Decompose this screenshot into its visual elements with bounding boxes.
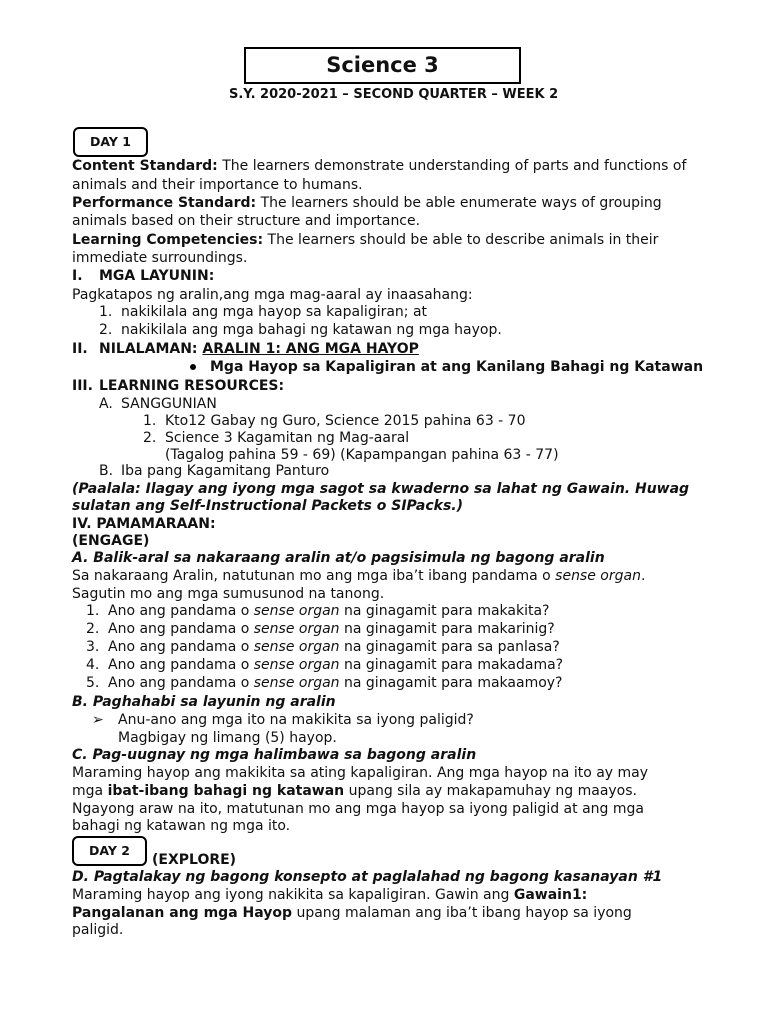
part-c-line-2-start: mga — [72, 783, 108, 799]
note-line-2: sulatan ang Self-Instructional Packets o SIPacks.) — [72, 498, 464, 514]
question-3 — [86, 638, 560, 656]
part-d-line-2-text: upang malaman ang iba’t ibang hayop sa iyong — [292, 905, 632, 921]
question-1 — [86, 602, 549, 620]
part-a-line-1-text: Sa nakaraang Aralin, natutunan mo ang mga iba’t ibang pandama o — [72, 568, 556, 584]
question-3-emphasis: sense organ — [253, 639, 340, 655]
objective-item-1-num: 1. — [99, 304, 113, 320]
reference-1-num: 1. — [143, 413, 157, 429]
question-3-post: na ginagamit para sa panlasa? — [339, 639, 560, 655]
day-2-badge-label: DAY 2 — [89, 843, 130, 858]
resource-b-label: B. — [99, 463, 114, 479]
engage-label: (ENGAGE) — [72, 533, 150, 549]
question-2 — [86, 620, 555, 638]
section-4-heading: IV. PAMAMARAAN: — [72, 516, 216, 532]
part-a-line-1-end: . — [640, 568, 646, 584]
reference-2-text: Science 3 Kagamitan ng Mag-aaral — [165, 430, 410, 446]
explore-label: (EXPLORE) — [152, 852, 237, 868]
reference-2 — [143, 429, 409, 447]
question-4 — [86, 656, 563, 674]
part-d-line-1-text: Maraming hayop ang iyong nakikita sa kapaligiran. Gawin ang — [72, 887, 514, 903]
resource-b — [99, 462, 329, 480]
objective-item-1-text: nakikilala ang mga hayop sa kapaligiran; at — [121, 304, 428, 320]
section-2-numeral: II. — [72, 341, 88, 357]
question-2-post: na ginagamit para makarinig? — [339, 621, 555, 637]
part-c-line-2-end: upang sila ay makapamuhay ng maayos. — [344, 783, 637, 799]
resource-b-text: Iba pang Kagamitang Panturo — [121, 463, 330, 479]
resource-a-label: A. — [99, 396, 113, 412]
question-1-post: na ginagamit para makakita? — [339, 603, 550, 619]
reference-2-num: 2. — [143, 430, 157, 446]
reference-1 — [143, 412, 526, 430]
question-5-num: 5. — [86, 675, 100, 691]
question-5 — [86, 674, 562, 692]
section-3-heading: LEARNING RESOURCES: — [99, 378, 285, 394]
reference-2-pages: (Tagalog pahina 59 - 69) (Kapampangan pahina 63 - 77) — [165, 447, 559, 463]
part-b-item-1 — [92, 711, 474, 729]
part-b-item-2: Magbigay ng limang (5) hayop. — [118, 730, 337, 746]
question-4-pre: Ano ang pandama o — [108, 657, 254, 673]
part-d-heading: D. Pagtalakay ng bagong konsepto at paglalahad ng bagong kasanayan #1 — [72, 869, 663, 885]
day-1-badge — [73, 127, 148, 157]
part-d-line-1-emphasis: Gawain1: — [513, 887, 588, 903]
part-c-heading: C. Pag-uugnay ng mga halimbawa sa bagong aralin — [72, 747, 477, 763]
performance-standard-label: Performance Standard: — [72, 195, 257, 211]
lesson-bullet-item — [190, 358, 703, 376]
lesson-bullet-text: Mga Hayop sa Kapaligiran at ang Kanilang Bahagi ng Katawan — [210, 359, 704, 375]
question-5-post: na ginagamit para makaamoy? — [339, 675, 563, 691]
question-3-pre: Ano ang pandama o — [108, 639, 254, 655]
performance-standard-text-1: The learners should be able enumerate ways of grouping — [256, 195, 662, 211]
bullet-dot-icon — [190, 364, 196, 370]
question-1-pre: Ano ang pandama o — [108, 603, 254, 619]
learning-competencies-line-2: immediate surroundings. — [72, 250, 248, 266]
part-d-line-3: paligid. — [72, 922, 124, 938]
content-standard-label: Content Standard: — [72, 158, 218, 174]
part-c-line-1: Maraming hayop ang makikita sa ating kapaligiran. Ang mga hayop na ito ay may — [72, 765, 649, 781]
section-1-numeral: I. — [72, 268, 83, 284]
title-box — [244, 47, 521, 84]
learning-competencies-text-1: The learners should be able to describe animals in their — [263, 232, 659, 248]
part-a-line-1-emphasis: sense organ — [555, 568, 641, 584]
part-c-line-3: Ngayong araw na ito, matutunan mo ang mga hayop sa iyong paligid at ang mga — [72, 801, 644, 817]
part-a-line-1 — [72, 567, 645, 585]
learning-competencies-line-1 — [72, 231, 658, 249]
objective-item-1 — [99, 303, 427, 321]
question-2-emphasis: sense organ — [253, 621, 340, 637]
page-subtitle: S.Y. 2020-2021 – SECOND QUARTER – WEEK 2 — [229, 87, 559, 102]
question-5-emphasis: sense organ — [253, 675, 340, 691]
part-a-line-2: Sagutin mo ang mga sumusunod na tanong. — [72, 586, 385, 602]
part-a-heading: A. Balik-aral sa nakaraang aralin at/o pagsisimula ng bagong aralin — [72, 550, 605, 566]
day-2-badge — [72, 836, 147, 866]
question-4-post: na ginagamit para makadama? — [339, 657, 564, 673]
question-4-emphasis: sense organ — [253, 657, 340, 673]
question-3-num: 3. — [86, 639, 100, 655]
objective-item-2-num: 2. — [99, 322, 113, 338]
lesson-title: ARALIN 1: ANG MGA HAYOP — [202, 341, 419, 357]
question-1-emphasis: sense organ — [253, 603, 340, 619]
question-2-pre: Ano ang pandama o — [108, 621, 254, 637]
question-4-num: 4. — [86, 657, 100, 673]
learning-competencies-label: Learning Competencies: — [72, 232, 264, 248]
part-b-heading: B. Paghahabi sa layunin ng aralin — [72, 694, 336, 710]
performance-standard-line-1 — [72, 194, 662, 212]
objective-item-2 — [99, 321, 502, 339]
question-2-num: 2. — [86, 621, 100, 637]
resource-a — [99, 395, 217, 413]
part-c-line-2 — [72, 782, 637, 800]
day-1-badge-label: DAY 1 — [90, 134, 131, 149]
resource-a-text: SANGGUNIAN — [121, 396, 217, 412]
objective-item-2-text: nakikilala ang mga bahagi ng katawan ng mga hayop. — [121, 322, 502, 338]
note-line-1: (Paalala: Ilagay ang iyong mga sagot sa kwaderno sa lahat ng Gawain. Huwag — [72, 481, 690, 497]
reference-1-text: Kto12 Gabay ng Guro, Science 2015 pahina 63 - 70 — [165, 413, 526, 429]
part-d-line-2-emphasis: Pangalanan ang mga Hayop — [72, 905, 293, 921]
section-2-heading: NILALAMAN: — [99, 341, 198, 357]
page-title: Science 3 — [326, 53, 439, 77]
part-b-item-1-text: Anu-ano ang mga ito na makikita sa iyong paligid? — [118, 712, 474, 728]
section-3-numeral: III. — [72, 378, 93, 394]
performance-standard-line-2: animals based on their structure and importance. — [72, 213, 421, 229]
content-standard-text-1: The learners demonstrate understanding of parts and functions of — [217, 158, 687, 174]
section-1-heading: MGA LAYUNIN: — [99, 268, 215, 284]
part-d-line-2 — [72, 904, 632, 922]
section-1-intro: Pagkatapos ng aralin,ang mga mag-aaral ay inaasahang: — [72, 287, 473, 303]
content-standard-line-1 — [72, 157, 686, 175]
question-5-pre: Ano ang pandama o — [108, 675, 254, 691]
arrow-bullet-icon: ➢ — [92, 712, 104, 728]
part-c-line-2-emphasis: ibat-ibang bahagi ng katawan — [107, 783, 345, 799]
question-1-num: 1. — [86, 603, 100, 619]
content-standard-line-2: animals and their importance to humans. — [72, 177, 363, 193]
part-d-line-1 — [72, 886, 587, 904]
part-c-line-4: bahagi ng katawan ng mga ito. — [72, 818, 291, 834]
section-2-line — [99, 340, 419, 358]
